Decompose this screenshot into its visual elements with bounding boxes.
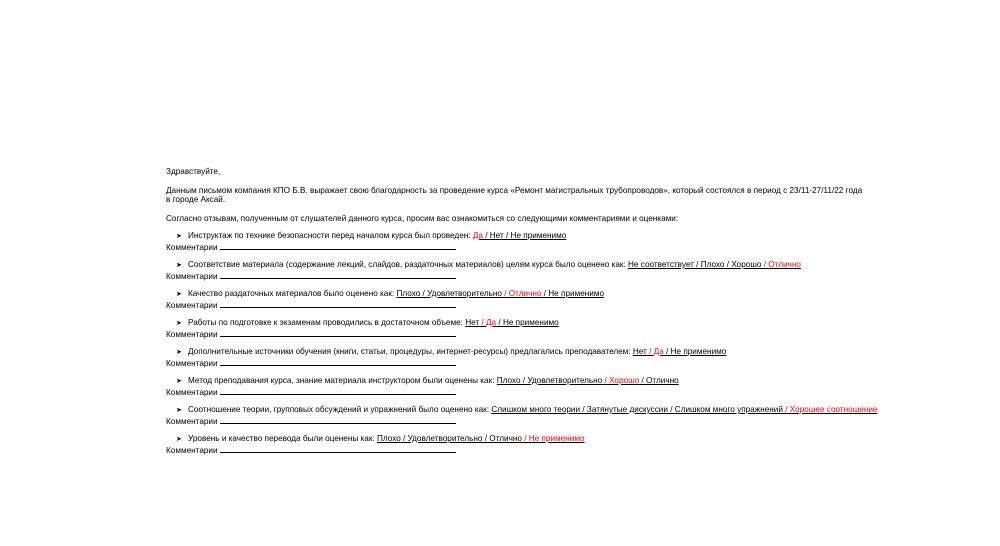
option-separator: / — [541, 289, 549, 298]
survey-option: Нет — [489, 231, 504, 240]
survey-option: Плохо — [496, 376, 521, 385]
survey-options — [628, 260, 801, 269]
option-separator: / — [400, 434, 408, 443]
option-separator: / — [782, 405, 790, 414]
option-separator: / — [724, 260, 732, 269]
comment-underline-field — [220, 271, 456, 279]
survey-option: Нет — [632, 347, 647, 356]
survey-option-selected: Да — [486, 318, 497, 327]
survey-option: Плохо — [376, 434, 401, 443]
arrow-bullet-icon: ➤ — [176, 378, 182, 385]
survey-options — [377, 434, 585, 443]
survey-option: Слишком много упражнений — [674, 405, 783, 414]
option-separator: / — [521, 434, 529, 443]
survey-question-line — [166, 289, 866, 300]
comment-underline-field — [220, 358, 456, 366]
survey-option-selected: Отлично — [768, 260, 801, 269]
survey-item — [166, 405, 878, 426]
survey-item — [166, 347, 866, 368]
comment-line — [166, 416, 866, 427]
survey-question: Метод преподавания курса, знание материала инструктором были оценены как: — [188, 376, 497, 385]
survey-option: Не соответствует — [628, 260, 694, 269]
survey-question: Инструктаж по технике безопасности перед началом курса был проведен: — [188, 231, 473, 240]
survey-option: Хорошо — [731, 260, 762, 269]
survey-option: Удовлетворительно — [527, 376, 603, 385]
comment-label: Комментарии — [166, 416, 218, 426]
survey-options — [473, 231, 566, 240]
survey-option: Удовлетворительно — [427, 289, 502, 298]
option-separator: / — [496, 318, 503, 327]
survey-question: Работы по подготовке к экзаменам проводились в достаточном объеме: — [188, 318, 466, 327]
option-separator: / — [667, 405, 675, 414]
comment-underline-field — [220, 416, 456, 424]
survey-item — [166, 231, 866, 252]
comment-underline-field — [220, 242, 456, 250]
survey-option-selected: Хорошо — [609, 376, 640, 385]
option-separator: / — [580, 405, 587, 414]
greeting: Здравствуйте, — [166, 167, 221, 176]
comment-line — [166, 358, 866, 369]
survey-question-line — [166, 376, 866, 387]
survey-question-line — [166, 318, 866, 329]
option-separator: / — [501, 289, 509, 298]
option-separator: / — [639, 376, 647, 385]
option-separator: / — [479, 318, 486, 327]
comment-underline-field — [220, 329, 456, 337]
option-separator: / — [503, 231, 511, 240]
survey-question-line — [166, 405, 878, 416]
survey-options — [491, 405, 877, 414]
survey-item — [166, 376, 866, 397]
option-separator: / — [602, 376, 610, 385]
comment-underline-field — [220, 300, 456, 308]
comment-line — [166, 329, 866, 340]
option-separator: / — [693, 260, 701, 269]
arrow-bullet-icon: ➤ — [176, 233, 182, 240]
survey-option: Не применимо — [670, 347, 727, 356]
survey-item — [166, 434, 866, 455]
arrow-bullet-icon: ➤ — [176, 436, 182, 443]
survey-option-selected: Не применимо — [528, 434, 585, 443]
survey-question-line — [166, 260, 866, 271]
comment-label: Комментарии — [166, 300, 218, 310]
survey-question-line — [166, 347, 866, 358]
survey-option: Отлично — [646, 376, 679, 385]
letter-body — [166, 167, 878, 463]
comment-label: Комментарии — [166, 242, 218, 252]
survey-question-line — [166, 434, 866, 445]
survey-item — [166, 289, 866, 310]
survey-options — [497, 376, 679, 385]
option-separator: / — [482, 231, 490, 240]
survey-option-selected: Да — [653, 347, 664, 356]
survey-option: Нет — [465, 318, 480, 327]
comment-label: Комментарии — [166, 358, 218, 368]
survey-option: Отлично — [489, 434, 522, 443]
survey-item — [166, 318, 866, 339]
survey-option: Не применимо — [548, 289, 605, 298]
survey-option: Плохо — [700, 260, 725, 269]
option-separator: / — [646, 347, 654, 356]
survey-option: Не применимо — [510, 231, 567, 240]
comment-label: Комментарии — [166, 271, 218, 281]
survey-question: Соответствие материала (содержание лекций, слайдов, раздаточных материалов) целям курса было оценено как: — [188, 260, 629, 269]
option-separator: / — [420, 289, 428, 298]
survey-option: Плохо — [396, 289, 421, 298]
option-separator: / — [663, 347, 671, 356]
comment-label: Комментарии — [166, 329, 218, 339]
intro-paragraph: Данным письмом компания КПО Б.В. выражает свою благодарность за проведение курса «Ремонт магистральных трубопроводов», который состоялся в период с 23/11-27/11/22 года в городе Аксай. — [166, 185, 863, 204]
comment-label: Комментарии — [166, 387, 218, 397]
comment-line — [166, 242, 866, 253]
arrow-bullet-icon: ➤ — [176, 320, 182, 327]
survey-question: Качество раздаточных материалов было оценено как: — [188, 289, 397, 298]
comment-line — [166, 445, 866, 456]
survey-question: Соотношение теории, групповых обсуждений и упражнений было оценено как: — [188, 405, 492, 414]
arrow-bullet-icon: ➤ — [176, 407, 182, 414]
comment-label: Комментарии — [166, 445, 218, 455]
survey-option: Слишком много теории — [491, 405, 581, 414]
survey-options — [397, 289, 605, 298]
option-separator: / — [761, 260, 769, 269]
survey-option-selected: Отлично — [508, 289, 542, 298]
survey-option: Удовлетворительно — [407, 434, 483, 443]
comment-underline-field — [220, 387, 456, 395]
comment-underline-field — [220, 445, 456, 453]
survey-question: Дополнительные источники обучения (книги, статьи, процедуры, интернет-ресурсы) предлагались преподавателем: — [188, 347, 633, 356]
arrow-bullet-icon: ➤ — [176, 262, 182, 269]
survey-intro-paragraph: Согласно отзывам, полученным от слушателей данного курса, просим вас ознакомиться со следующими комментариями и оценками: — [166, 213, 679, 223]
survey-items-list — [166, 231, 878, 455]
survey-option-selected: Да — [472, 231, 483, 240]
arrow-bullet-icon: ➤ — [176, 291, 182, 298]
survey-item — [166, 260, 866, 281]
survey-options — [465, 318, 558, 327]
survey-options — [633, 347, 726, 356]
survey-option: Затянутые дискуссии — [586, 405, 668, 414]
comment-line — [166, 300, 866, 311]
arrow-bullet-icon: ➤ — [176, 349, 182, 356]
comment-line — [166, 387, 866, 398]
survey-option-selected: Хорошее соотношение — [789, 405, 878, 414]
option-separator: / — [520, 376, 528, 385]
comment-line — [166, 271, 866, 282]
survey-question: Уровень и качество перевода были оценены как: — [188, 434, 377, 443]
option-separator: / — [482, 434, 490, 443]
survey-option: Не применимо — [502, 318, 559, 327]
survey-question-line — [166, 231, 866, 242]
